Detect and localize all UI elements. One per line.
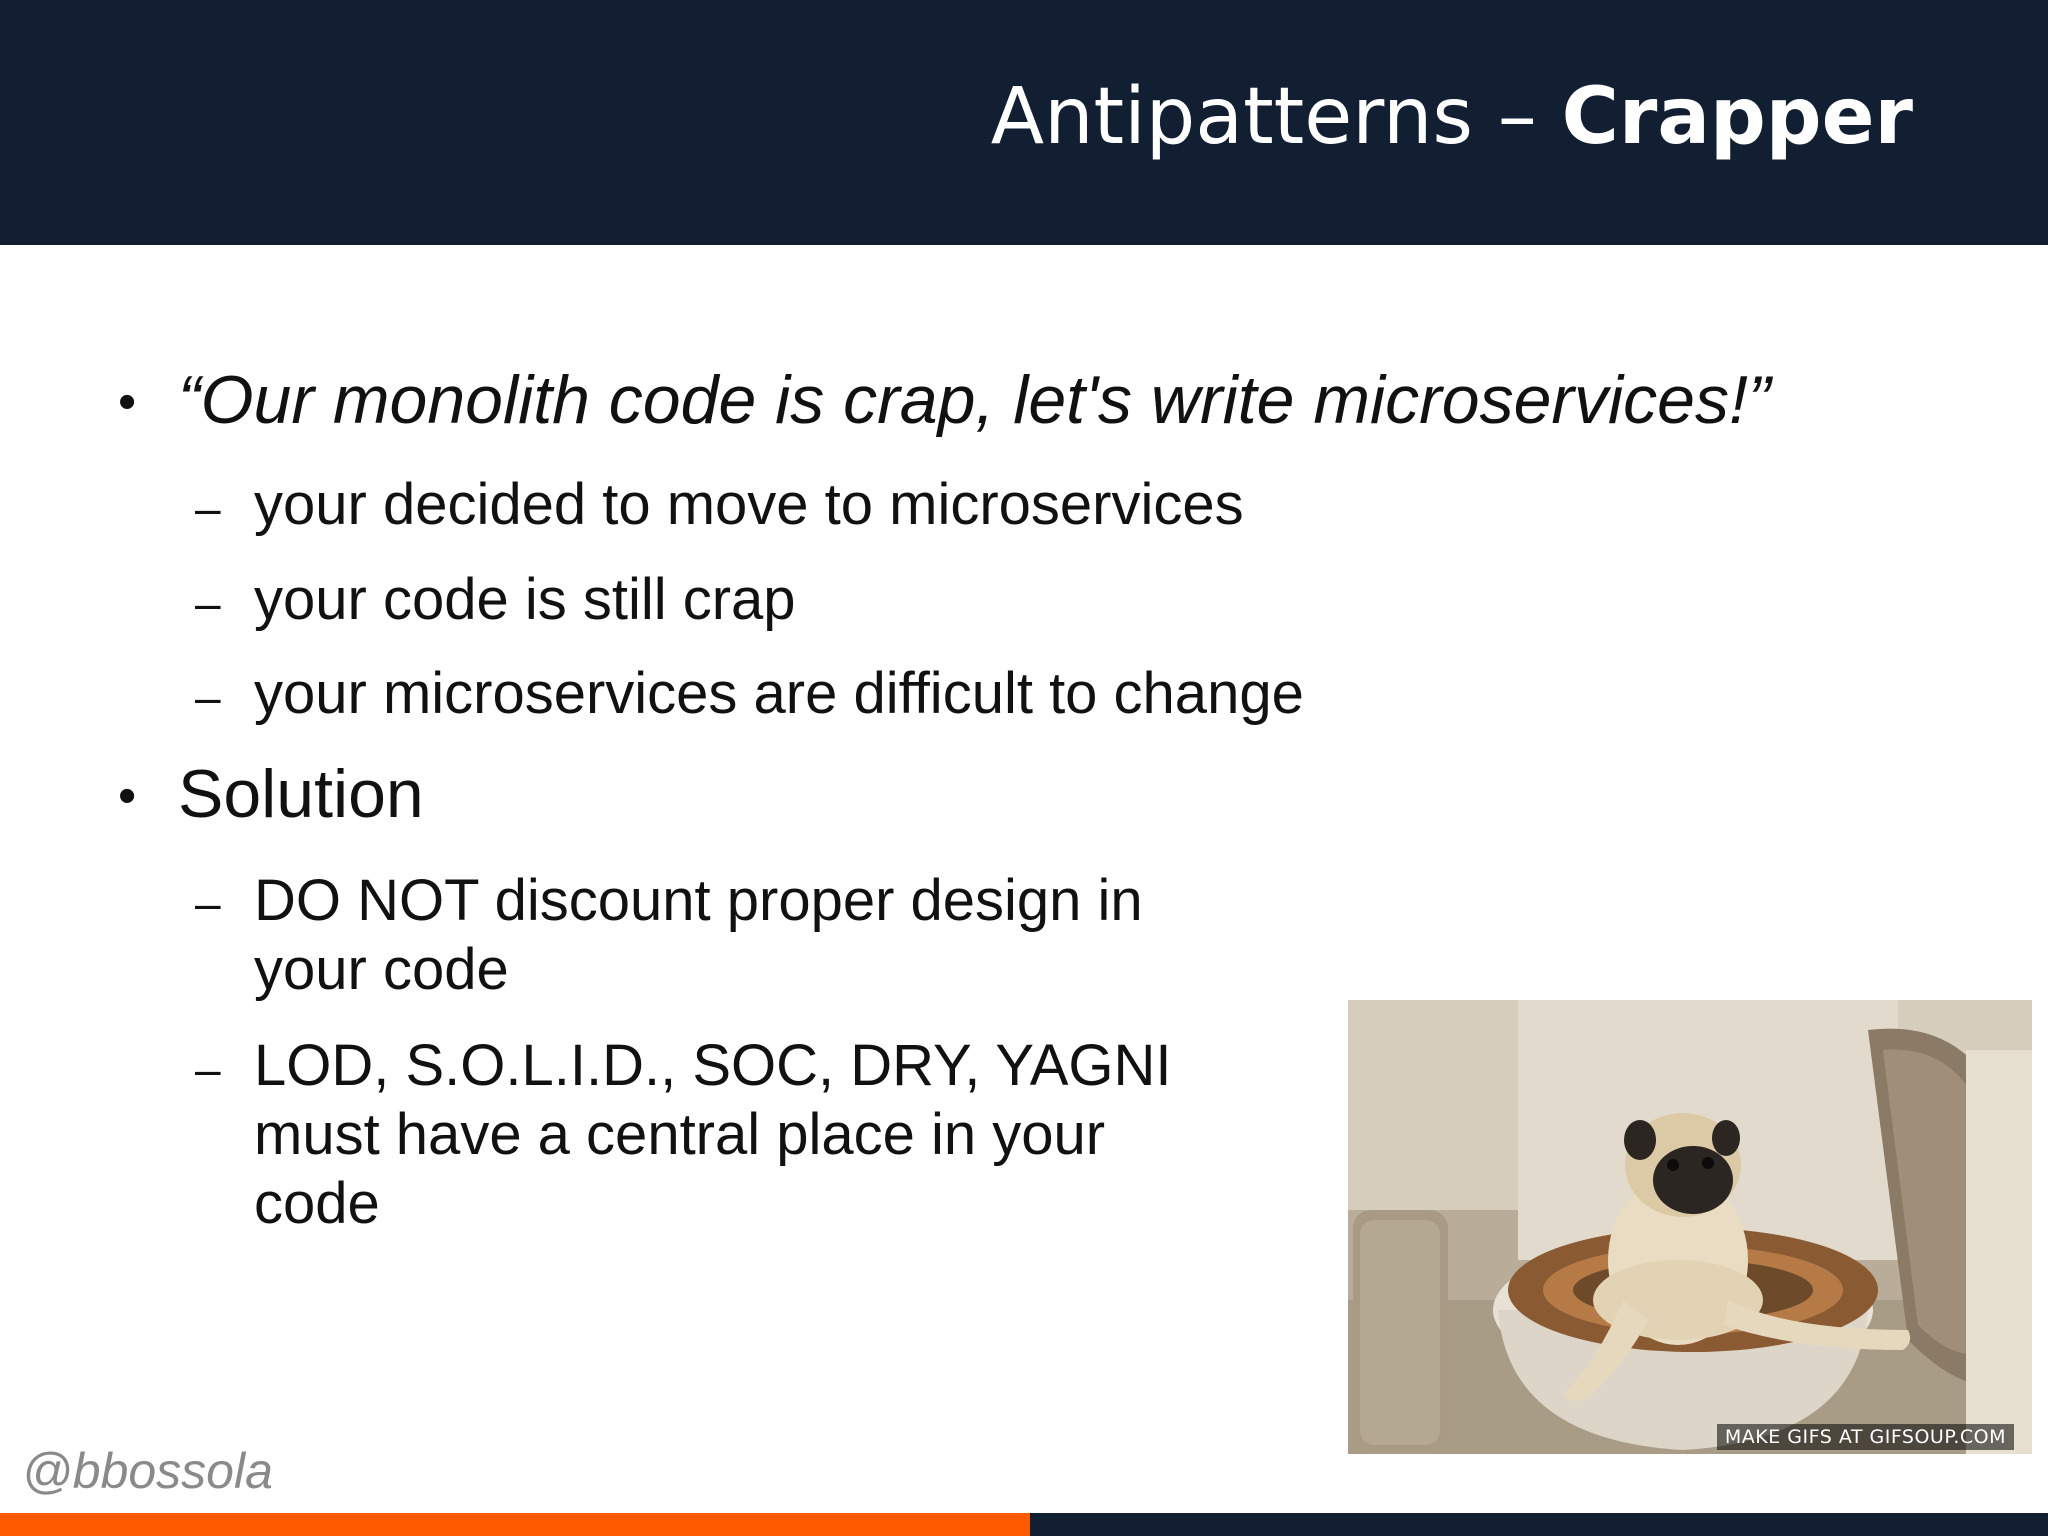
sub-bullet-principles-line-3: code	[254, 1171, 380, 1236]
bullet-marker: •	[118, 373, 137, 431]
sub-bullet-principles-line-2: must have a central place in your	[254, 1102, 1106, 1167]
footer-bar-orange	[0, 1513, 1030, 1536]
sub-bullet-design-line-1: DO NOT discount proper design in	[254, 868, 1143, 933]
pug-illustration	[1348, 1000, 2032, 1454]
pug-toilet-image	[1348, 1000, 2032, 1454]
bullet-solution: Solution	[178, 756, 424, 832]
footer-bar-navy	[1030, 1513, 2048, 1536]
dash-marker: –	[195, 1043, 221, 1095]
sub-bullet-principles-line-1: LOD, S.O.L.I.D., SOC, DRY, YAGNI	[254, 1033, 1172, 1098]
dash-marker: –	[195, 671, 221, 723]
sub-bullet-still-crap: your code is still crap	[254, 567, 796, 632]
sub-bullet-decided: your decided to move to microservices	[254, 472, 1244, 537]
image-watermark: MAKE GIFS AT GIFSOUP.COM	[1717, 1424, 2014, 1450]
bullet-marker: •	[118, 767, 137, 825]
dash-marker: –	[195, 877, 221, 929]
sub-bullet-design-line-2: your code	[254, 937, 509, 1002]
sub-bullet-difficult: your microservices are difficult to change	[254, 661, 1304, 726]
dash-marker: –	[195, 482, 221, 534]
dash-marker: –	[195, 577, 221, 629]
title-bold-text: Crapper	[1561, 72, 1913, 162]
author-handle: @bbossola	[22, 1443, 273, 1499]
title-light-text: Antipatterns –	[990, 72, 1562, 162]
bullet-quote: “Our monolith code is crap, let's write microservices!”	[178, 362, 1771, 438]
